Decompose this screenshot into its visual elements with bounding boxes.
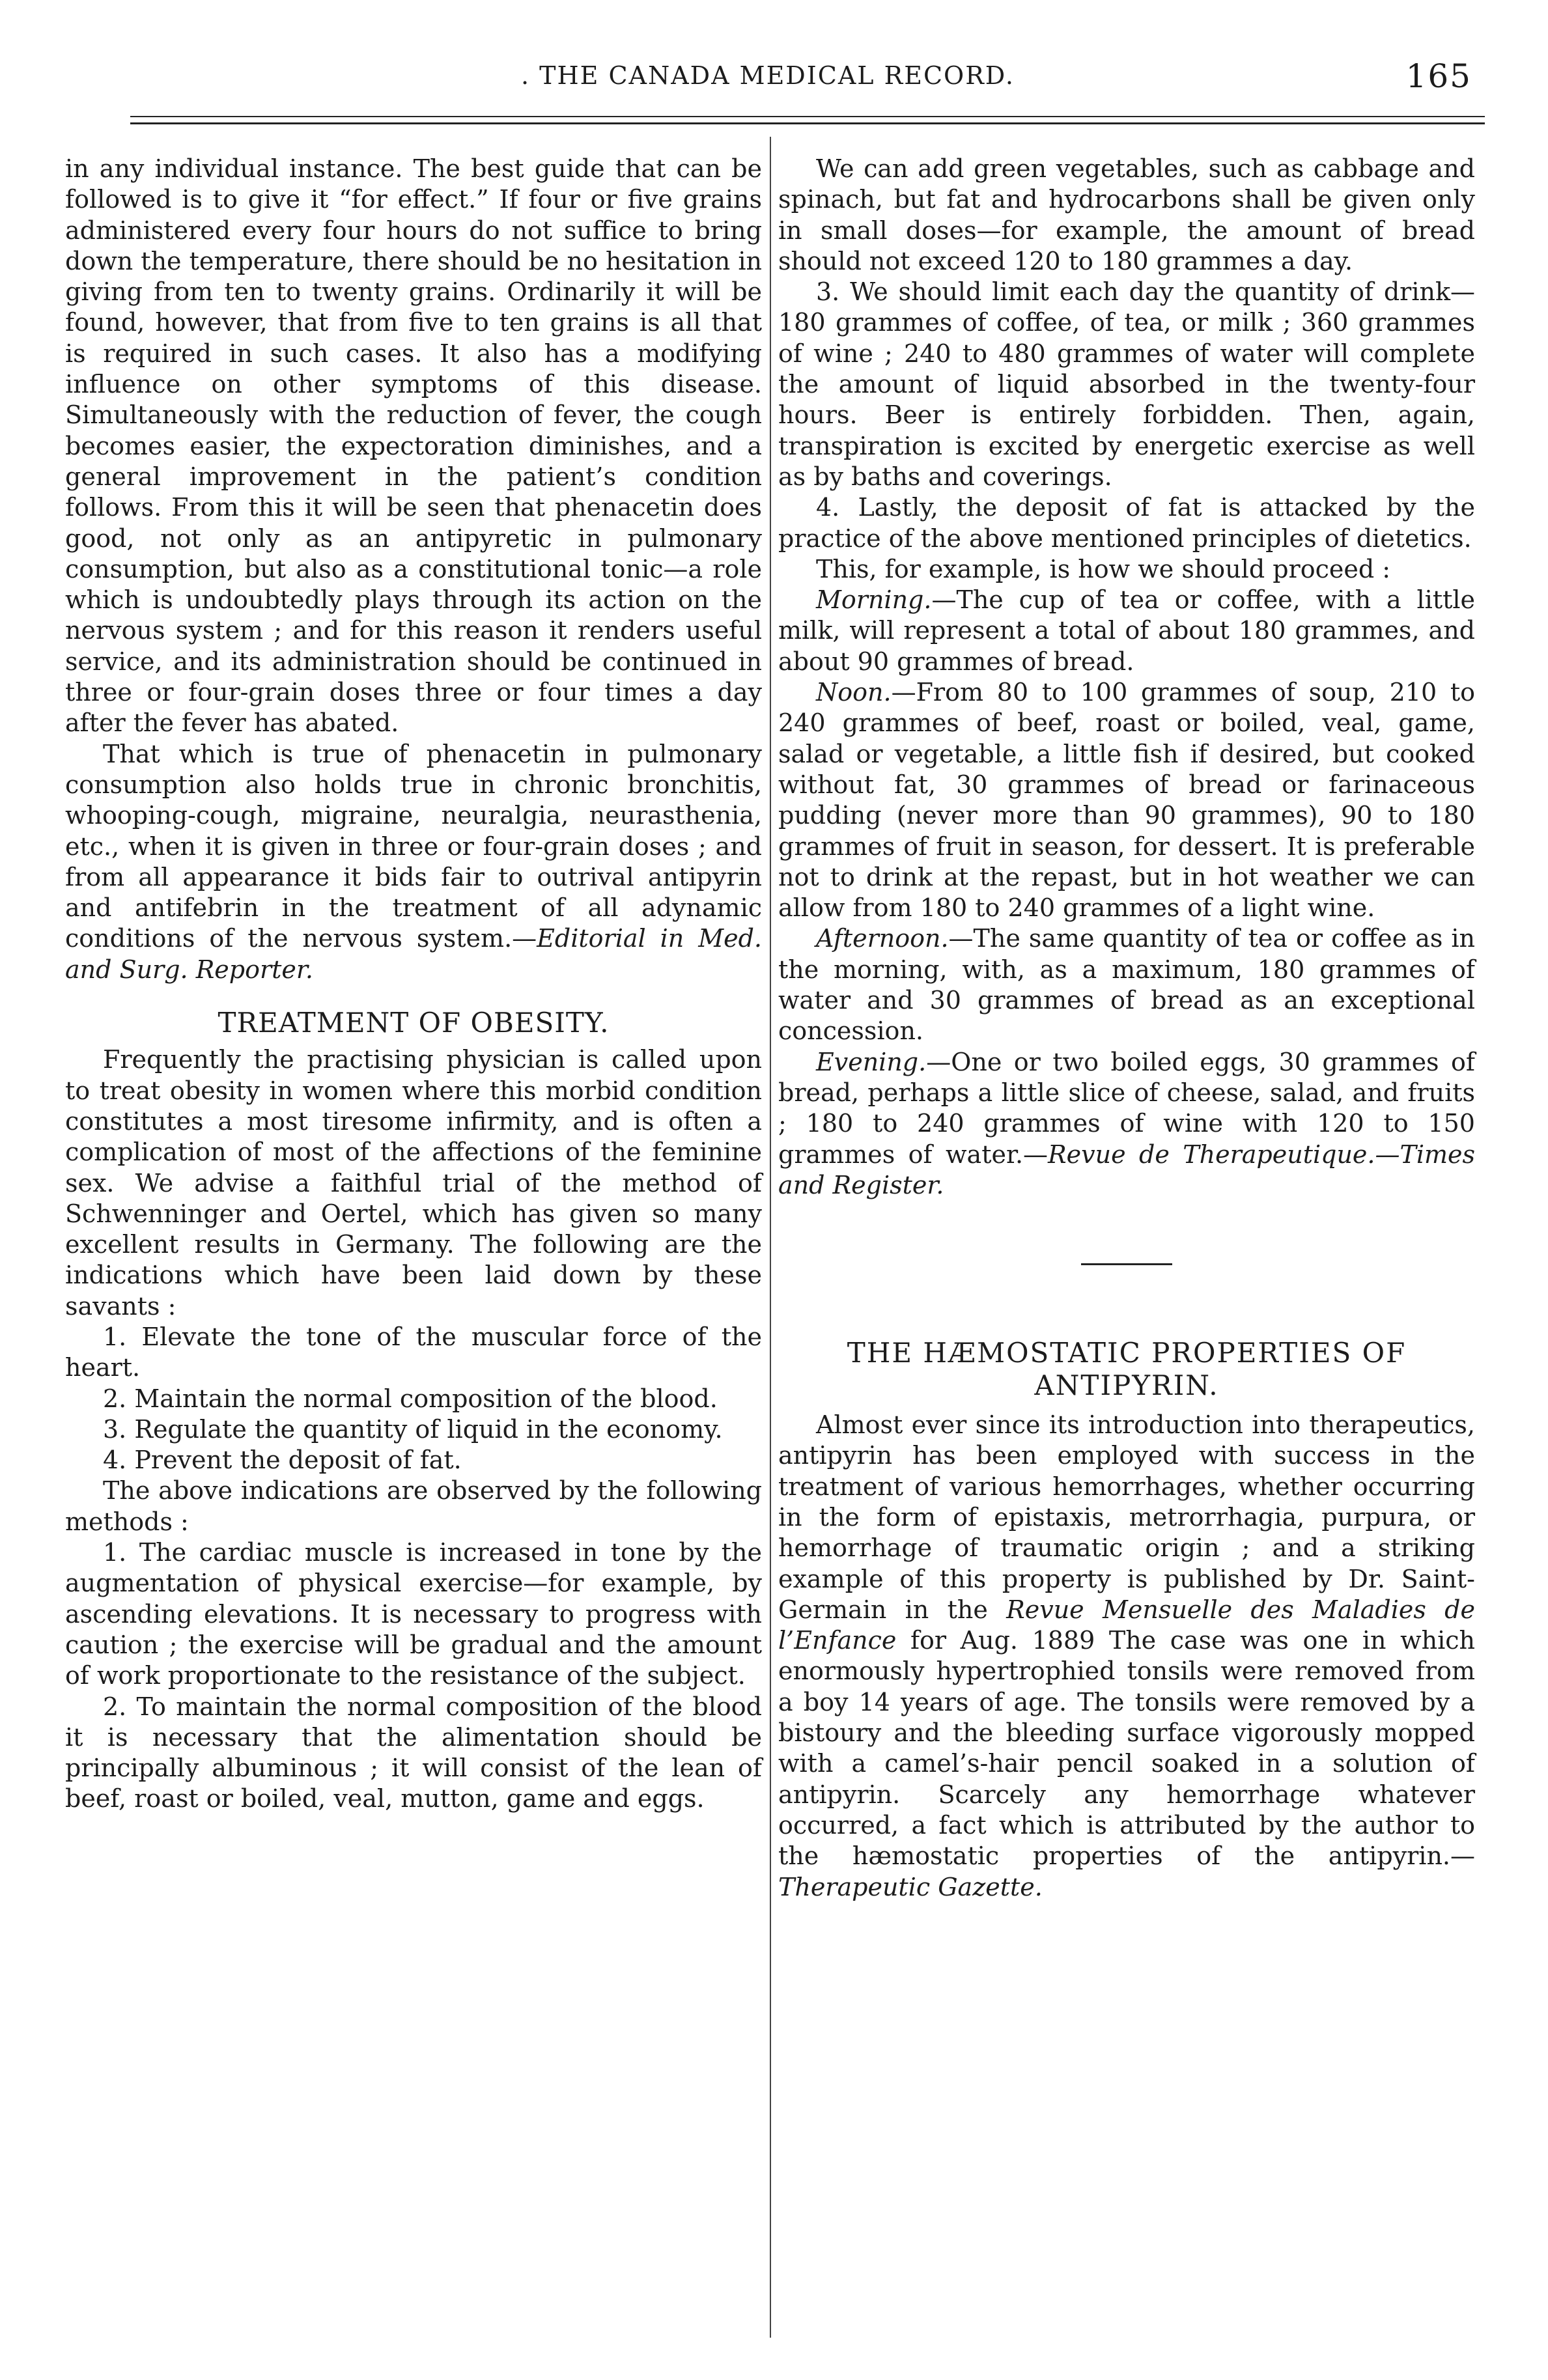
diet-paragraph-drink: 3. We should limit each day the quantity of drink—180 grammes of coffee, of tea, or milk ; 360 grammes of wine ; 240 to 480 grammes of water will complete the amount of liquid absorbed in the twenty-four hours. Beer is entirely forbidden. Then, again, transpiration is excited by energetic exercise as well as by baths and coverings.	[778, 277, 1475, 491]
obesity-heading: TREATMENT OF OBESITY.	[218, 1007, 610, 1039]
indication-item: 2. Maintain the normal composition of the blood.	[103, 1384, 718, 1413]
meal-morning	[778, 585, 1475, 677]
antipyrin-paragraph	[778, 1410, 1475, 1903]
indication-item: 1. Elevate the tone of the muscular force of the heart.	[65, 1322, 762, 1382]
meal-afternoon	[778, 923, 1475, 1046]
running-head	[495, 57, 1472, 109]
meal-noon-label: Noon.	[816, 678, 892, 707]
meal-afternoon-text: —The same quantity of tea or coffee as in the morning, with, as a maximum, 180 grammes of water and 30 grammes of bread as an exceptional concession.	[778, 924, 1475, 1046]
antipyrin-text-part-1: Almost ever since its introduction into therapeutics, antipyrin has been employed with success in the treatment of various hemorrhages, whether occurring in the form of epistaxis, metrorrhagia, purpura, or hemorrhage of traumatic origin ; and a striking example of this property is published by Dr. Saint-Germain in the	[778, 1410, 1475, 1624]
meal-evening-label: Evening.	[816, 1047, 927, 1076]
meal-morning-label: Morning.	[816, 585, 932, 615]
methods-intro: The above indications are observed by the following methods :	[65, 1476, 762, 1536]
phenacetin-paragraph-continued: in any individual instance. The best guide that can be followed is to give it “for effect.” If four or five grains administered every four hours do not suffice to bring down the temperature, there should be no hesitation in giving from ten to twenty grains. Ordinarily it will be found, however, that from five to ten grains is all that is required in such cases. It also has a modifying influence on other symptoms of this disease. Simultaneously with the reduction of fever, the cough becomes easier, the expectoration diminishes, and a general improvement in the patient’s condition follows. From this it will be seen that phenacetin does good, not only as an antipyretic in pulmonary consumption, but also as a constitutional tonic—a role which is undoubtedly plays through its action on the nervous system ; and for this reason it renders useful service, and its administration should be continued in three or four-grain doses three or four times a day after the fever has abated.	[65, 154, 762, 738]
method-2-paragraph: 2. To maintain the normal composition of the blood it is necessary that the alimentation should be principally albuminous ; it will consist of the lean of beef, roast or boiled, veal, mutton, game and eggs.	[65, 1692, 762, 1813]
right-column	[778, 154, 1475, 1903]
antipyrin-heading: THE HÆMOSTATIC PROPERTIES OF ANTIPYRIN.	[847, 1337, 1407, 1402]
phenacetin-paragraph-2	[65, 739, 762, 985]
meal-evening	[778, 1047, 1475, 1201]
phenacetin-source-citation: Editorial in Med. and Surg. Reporter.	[65, 924, 762, 984]
phenacetin-paragraph-2-text: That which is true of phenacetin in pulmonary consumption also holds true in chronic bronchitis, whooping-cough, migraine, neuralgia, neurasthenia, etc., when it is given in three or four-grain doses ; and from all appearance it bids fair to outrival antipyrin and antifebrin in the treatment of all adynamic conditions of the nervous system.—	[65, 739, 762, 953]
diet-proceed-intro: This, for example, is how we should proceed :	[816, 554, 1391, 583]
obesity-source-citation: Revue de Therapeutique.—Times and Register.	[778, 1140, 1476, 1199]
journal-title: . THE CANADA MEDICAL RECORD.	[521, 61, 1015, 90]
method-1-paragraph: 1. The cardiac muscle is increased in tone by the augmentation of physical exercise—for example, by ascending elevations. It is necessary to progress with caution ; the exercise will be gradual and the amount of work proportionate to the resistance of the subject.	[65, 1538, 762, 1690]
article-separator	[1081, 1263, 1172, 1265]
journal-reference: Revue Mensuelle des Maladies de l’Enfance	[778, 1595, 1475, 1655]
indication-item: 3. Regulate the quantity of liquid in the economy.	[103, 1414, 723, 1444]
indication-item: 4. Prevent the deposit of fat.	[103, 1446, 462, 1475]
header-rule	[130, 116, 1485, 117]
diet-paragraph-fat: 4. Lastly, the deposit of fat is attacked by the practice of the above mentioned principles of dietetics.	[778, 493, 1475, 553]
page-number: 165	[1405, 57, 1472, 95]
diet-paragraph-vegetables: We can add green vegetables, such as cabbage and spinach, but fat and hydrocarbons shall be given only in small doses—for example, the amount of bread should not exceed 120 to 180 grammes a day.	[778, 154, 1475, 275]
meal-noon-text: —From 80 to 100 grammes of soup, 210 to 240 grammes of beef, roast or boiled, veal, game, salad or vegetable, a little fish if desired, but cooked without fat, 30 grammes of bread or farinaceous pudding (never more than 90 grammes), 90 to 180 grammes of fruit in season, for dessert. It is preferable not to drink at the repast, but in hot weather we can allow from 180 to 240 grammes of a light wine.	[778, 678, 1475, 923]
meal-morning-text: —The cup of tea or coffee, with a little milk, will represent a total of about 180 grammes, and about 90 grammes of bread.	[778, 585, 1475, 676]
obesity-intro-paragraph: Frequently the practising physician is called upon to treat obesity in women where this morbid condition constitutes a most tiresome infirmity, and is often a complication of most of the affections of the feminine sex. We advise a faithful trial of the method of Schwenninger and Oertel, which has given so many excellent results in Germany. The following are the indications which have been laid down by these savants :	[65, 1045, 762, 1321]
antipyrin-text-part-2: for Aug. 1889 The case was one in which enormously hypertrophied tonsils were removed from a boy 14 years of age. The tonsils were removed by a bistoury and the bleeding surface vigorously mopped with a camel’s-hair pencil soaked in a solution of antipyrin. Scarcely any hemorrhage whatever occurred, a fact which is attributed by the author to the hæmostatic properties of the antipyrin.—	[778, 1626, 1475, 1871]
header-rule-double	[130, 122, 1485, 124]
column-divider	[770, 137, 771, 2338]
antipyrin-source-citation: Therapeutic Gazette.	[778, 1872, 1043, 1901]
meal-noon	[778, 677, 1475, 923]
meal-afternoon-label: Afternoon.	[816, 924, 949, 953]
left-column	[65, 154, 762, 1815]
meal-evening-text: —One or two boiled eggs, 30 grammes of bread, perhaps a little slice of cheese, salad, and fruits ; 180 to 240 grammes of wine with 120 to 150 grammes of water.—	[778, 1047, 1475, 1169]
